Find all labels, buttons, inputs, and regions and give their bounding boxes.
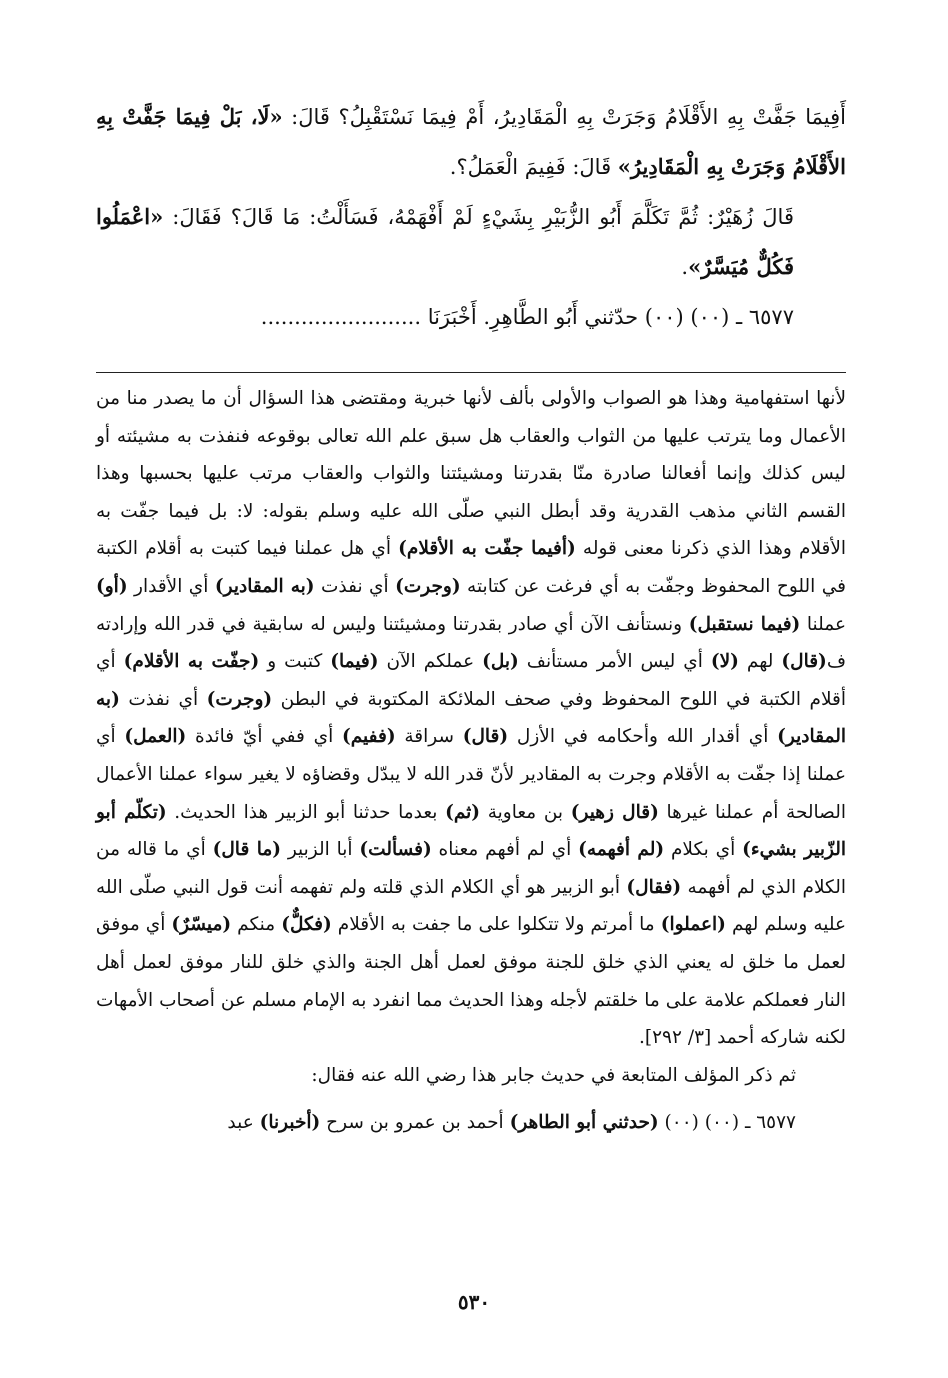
footnote-text-run: أي لم أفهم معناه [431, 839, 579, 861]
main-text-run: قَالَ زُهَيْرٌ: ثُمَّ تَكَلَّمَ أَبُو الزُّبَيْرِ بِشَيْءٍ لَمْ أَفْهَمْهُ، فَسَأَلْتُ: مَا قَالَ؟ فَقَالَ: [163, 205, 794, 229]
footnote-text-run: أي ففي أيّ فائدة [186, 726, 342, 748]
footnote-text-run: كتبت و [259, 651, 331, 673]
main-text-run: قَالَ: فَفِيمَ الْعَمَلُ؟. [449, 155, 618, 179]
footnote-text-run: أي أقدار الله وأحكامه في الأزل [508, 726, 778, 748]
main-paragraph-1 [96, 92, 846, 192]
footnote-text-run: أي نفذت [314, 575, 396, 597]
footnote-followup: ثم ذكر المؤلف المتابعة في حديث جابر هذا رضي الله عنه فقال: [311, 1064, 796, 1086]
footnote-bold-term: (فقال) [626, 876, 682, 898]
footnote-bold-term: (فكلٌّ) [281, 914, 332, 936]
footnote-bold-term: (لم أفهمه) [578, 839, 665, 861]
footnote-bold-term: (أو) [96, 575, 128, 597]
footnote-bold-term: (العمل) [124, 726, 187, 748]
footnote-commentary [96, 380, 846, 1142]
footnote-text-run: أي بكلام [664, 839, 743, 861]
footnote-bold-term: (حدثني أبو الطاهر) [509, 1112, 659, 1134]
footnote-text-run: بعدما حدثنا أبو الزبير هذا الحديث. [166, 801, 446, 823]
ellipsis-dots: ........................ [260, 305, 421, 329]
footnote-bold-term: (قال) [462, 726, 509, 748]
footnote-bold-term: (به المقادير) [96, 688, 846, 748]
main-bold-run: «لَا، بَلْ فِيمَا جَفَّتْ بِهِ الأَقْلَامُ وَجَرَتْ بِهِ الْمَقَادِيرُ» [96, 104, 846, 179]
footnote-text-run: عملنا [800, 613, 846, 635]
main-text-run: . [681, 255, 689, 279]
footnote-text-run: أي الأقدار [127, 575, 215, 597]
footnote-bold-term: (وجرت) [206, 688, 273, 710]
footnote-text-run: منكم [231, 914, 282, 936]
footnote-bold-term: (به المقادير) [214, 575, 315, 597]
footnote-bold-term: (جفّت به الأقلام) [123, 651, 260, 673]
main-text-run: أَفِيمَا جَفَّتْ بِهِ الأَقْلَامُ وَجَرَتْ بِهِ الْمَقَادِيرُ، أَمْ فِيمَا نَسْتَقْبِلُ؟ قَالَ: [282, 105, 846, 129]
footnote-bold-term: (قال زهير) [570, 801, 659, 823]
footnote-bold-term: (ميسّرٌ) [171, 914, 232, 936]
footnote-text-run: ونستأنف الآن أي صادر بقدرتنا ومشيئتنا وليس له سابقية في قدر الله وإرادته ف [96, 613, 846, 673]
main-text [96, 92, 846, 342]
footnote-text-run: ٦٥٧٧ ـ (٠٠) (٠٠) [658, 1112, 796, 1134]
footnote-text-run: أي عملنا إذا جفّت به الأقلام وجرت به المقادير لأنّ قدر الله لا يبدّل وقضاؤه لا يغير سواء عملنا الأعمال الصالحة أم عملنا غيرها [96, 726, 846, 823]
main-paragraph-2 [96, 192, 846, 292]
hadith-number-line: ٦٥٧٧ ـ (٠٠) (٠٠) حدّثني أَبُو الطَّاهِرِ. أَخْبَرَنَا [427, 305, 794, 329]
footnote-text-run: أي نفذت [119, 688, 207, 710]
footnote-hadith-line [96, 1104, 846, 1142]
footnote-bold-term: (اعملوا) [660, 914, 726, 936]
footnote-text-run: عبد [227, 1112, 260, 1134]
footnote-text-run: سراقة [395, 726, 463, 748]
footnote-text-run: عملكم الآن [378, 651, 483, 673]
footnote-bold-term: (أخبرنا) [259, 1112, 321, 1134]
footnote-bold-term: (ثم) [445, 801, 481, 823]
page-number: ٥٣٠ [457, 1290, 491, 1314]
footnote-bold-term: (فيما) [330, 651, 379, 673]
footnote-bold-term: (فسألت) [359, 839, 432, 861]
footnote-text-run: أي ليس الأمر مستأنف [518, 651, 711, 673]
footnote-text-run: لأنها استفهامية وهذا هو الصواب والأولى بألف لأنها خبرية ومقتضى هذا السؤال أن ما يصدر منا من الأعمال وما يترتب عليها من الثواب والعقاب هل سبق علم الله تعالى بوقوعه فنفذت به مشيئته أو ليس كذلك وإنما أفعالنا صادرة منّا بقدرتنا ومشيئتنا والثواب والعقاب مرتب عليها بحسبها وهذا القسم الثاني مذهب القدرية وقد أبطل النبي صلّى الله عليه وسلم بقوله: لا: بل فيما جفّت به الأقلام وهذا الذي ذكرنا معنى قوله [96, 388, 847, 560]
footnote-body [96, 380, 846, 1057]
footnote-bold-term: (لا) [710, 651, 739, 673]
footnote-bold-term: (تكلّم أبو الزّبير بشيء) [96, 801, 847, 861]
footnote-text-run: أي ما قاله من الكلام الذي لم أفهمه [96, 839, 846, 898]
footnote-bold-term: (ففيم) [341, 726, 396, 748]
main-paragraph-3 [96, 292, 846, 342]
footnote-text-run: أي هل عملنا فيما كتبت به أقلام الكتبة في اللوح المحفوظ وجفّت به أي فرغت عن كتابته [96, 538, 846, 597]
footnote-text-run: أحمد بن عمرو بن سرح [320, 1112, 510, 1134]
footnote-bold-term: (بل) [482, 651, 519, 673]
footnote-text-run: ما أمرتم ولا تتكلوا على ما جفت به الأقلام [331, 914, 661, 936]
footnote-text-run: أبو الزبير هو أي الكلام الذي قلته ولم تفهمه أنت قول النبي صلّى الله عليه وسلم لهم [96, 876, 847, 936]
footnote-text-run: أي أقلام الكتبة في اللوح المحفوظ وفي صحف الملائكة المكتوبة في البطن [96, 651, 846, 710]
footnote-bold-term: (قال) [781, 651, 827, 673]
footnote-divider [96, 372, 846, 373]
footnote-text-run: لهم [738, 651, 782, 673]
footnote-bold-term: (وجرت) [395, 575, 461, 597]
main-bold-run: «اعْمَلُوا فَكُلٌّ مُيَسَّرٌ» [96, 204, 794, 279]
footnote-bold-term: (أفيما جفّت به الأقلام) [398, 538, 576, 560]
footnote-text-run: أي موفق لعمل ما خلق له يعني الذي خلق للجنة موفق لعمل أهل الجنة والذي خلق للنار موفق لعمل أهل النار فعملكم علامة على ما خلقتم لأجله وهذا الحديث مما انفرد به الإمام مسلم عن أصحاب الأمهات لكنه شاركه أحمد [٣/ ٢٩٢]. [96, 914, 846, 1049]
footnote-bold-term: (ما قال) [212, 839, 281, 861]
footnote-text-run: أبا الزبير [281, 839, 360, 861]
footnote-text-run: بن معاوية [480, 801, 571, 823]
footnote-bold-term: (فيما نستقبل) [688, 613, 801, 635]
